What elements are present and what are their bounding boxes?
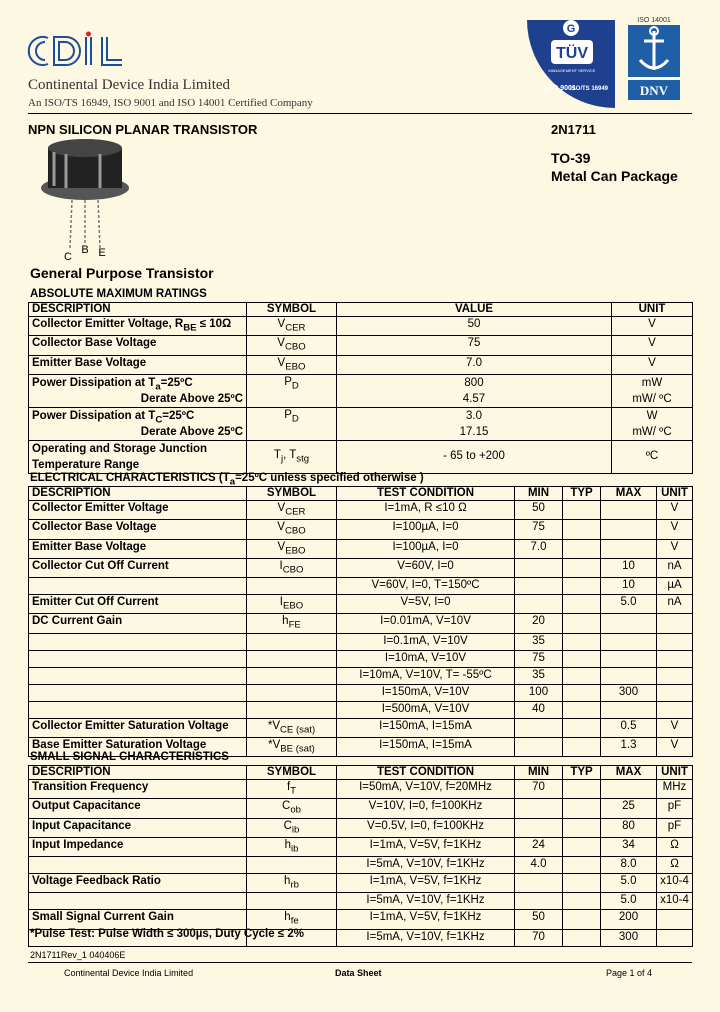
row-max: 5.0: [601, 893, 657, 910]
part-number: 2N1711: [551, 122, 596, 137]
table-row: [29, 595, 693, 614]
package-info: [551, 149, 678, 185]
col-description: DESCRIPTION: [29, 487, 247, 501]
row-value: 3.0 17.15: [337, 407, 612, 440]
col-description: DESCRIPTION: [29, 303, 247, 317]
row-desc: Power Dissipation at $T_a=25ºC$ Derate Above 25ºC: [29, 374, 247, 407]
row-typ: [563, 857, 601, 874]
row-condition: V=5V, I=0: [337, 595, 515, 614]
row-max: 300: [601, 684, 657, 701]
table-row: [29, 539, 693, 558]
row-unit: [657, 684, 693, 701]
row-symbol: [247, 684, 337, 701]
row-min: 24: [515, 837, 563, 856]
row-symbol: $V_{CBO}$: [247, 520, 337, 539]
row-unit: x10-4: [657, 874, 693, 893]
svg-text:G: G: [566, 23, 576, 35]
row-symbol: $P_D$: [247, 374, 337, 407]
row-symbol: [247, 667, 337, 684]
svg-text:ISO 9001: ISO 9001: [546, 85, 576, 92]
table-row: [29, 407, 693, 440]
pulse-test-note: *Pulse Test: Pulse Width ≤ 300µs, Duty Cycle ≤ 2%: [30, 928, 304, 940]
package-line1: TO-39: [551, 150, 591, 166]
row-typ: [563, 837, 601, 856]
row-condition: I=50mA, V=10V, f=20MHz: [337, 780, 515, 799]
row-desc: Collector Cut Off Current: [29, 558, 247, 577]
revision: 2N1711Rev_1 040406E: [30, 950, 126, 960]
row-unit: [657, 929, 693, 946]
row-max: [601, 614, 657, 633]
footer-company: Continental Device India Limited: [64, 968, 194, 978]
row-desc: [29, 701, 247, 718]
row-symbol: [247, 893, 337, 910]
row-desc: Emitter Cut Off Current: [29, 595, 247, 614]
row-unit: ºC: [612, 440, 693, 473]
row-desc: [29, 893, 247, 910]
row-max: 5.0: [601, 595, 657, 614]
row-unit: [657, 650, 693, 667]
table-row: [29, 799, 693, 818]
row-value: 50: [337, 317, 612, 336]
row-desc: Base Emitter Saturation Voltage: [29, 738, 247, 757]
row-value: 75: [337, 336, 612, 355]
row-unit: MHz: [657, 780, 693, 799]
row-max: 200: [601, 910, 657, 929]
row-desc: Collector Emitter Saturation Voltage: [29, 718, 247, 737]
row-typ: [563, 701, 601, 718]
row-symbol: $I_{EBO}$: [247, 595, 337, 614]
table-header: [29, 487, 693, 501]
svg-text:ISO/TS 16949: ISO/TS 16949: [569, 86, 609, 92]
row-symbol: $T_j$, $T_{stg}$: [247, 440, 337, 473]
row-unit: V: [612, 317, 693, 336]
row-value: 800 4.57: [337, 374, 612, 407]
row-unit: V: [657, 718, 693, 737]
col-typ: TYP: [563, 766, 601, 780]
row-desc: Collector Emitter Voltage: [29, 501, 247, 520]
row-condition: I=150mA, I=15mA: [337, 738, 515, 757]
row-typ: [563, 578, 601, 595]
table-header: [29, 766, 693, 780]
row-min: 70: [515, 780, 563, 799]
row-symbol: $V_{CER}$: [247, 501, 337, 520]
row-unit: nA: [657, 558, 693, 577]
row-min: 4.0: [515, 857, 563, 874]
cdil-logo: [22, 30, 142, 79]
table-row: [29, 837, 693, 856]
table-row: [29, 650, 693, 667]
table-row: [29, 578, 693, 595]
col-min: MIN: [515, 487, 563, 501]
table-row: [29, 780, 693, 799]
row-condition: I=5mA, V=10V, f=1KHz: [337, 929, 515, 946]
row-max: 300: [601, 929, 657, 946]
row-unit: pF: [657, 818, 693, 837]
row-symbol: $C_{ob}$: [247, 799, 337, 818]
table-row: [29, 701, 693, 718]
row-typ: [563, 780, 601, 799]
row-desc: Voltage Feedback Ratio: [29, 874, 247, 893]
row-min: [515, 818, 563, 837]
row-unit: [657, 614, 693, 633]
row-typ: [563, 667, 601, 684]
table-row: [29, 633, 693, 650]
table-row: [29, 520, 693, 539]
col-unit: UNIT: [612, 303, 693, 317]
row-symbol: $h_{fe}$: [247, 910, 337, 929]
row-value: - 65 to +200: [337, 440, 612, 473]
col-max: MAX: [601, 487, 657, 501]
row-typ: [563, 910, 601, 929]
row-min: 35: [515, 667, 563, 684]
row-desc: Small Signal Current Gain: [29, 910, 247, 929]
row-condition: I=1mA, V=5V, f=1KHz: [337, 874, 515, 893]
row-min: [515, 893, 563, 910]
small-signal-table: [28, 765, 693, 947]
table-row: [29, 501, 693, 520]
subtitle: General Purpose Transistor: [30, 265, 214, 281]
row-unit: µA: [657, 578, 693, 595]
row-min: [515, 578, 563, 595]
row-typ: [563, 718, 601, 737]
row-unit: [657, 701, 693, 718]
row-unit: mW mW/ ºC: [612, 374, 693, 407]
svg-text:TÜV: TÜV: [556, 45, 588, 62]
row-min: [515, 738, 563, 757]
row-max: [601, 701, 657, 718]
row-condition: I=100µA, I=0: [337, 539, 515, 558]
row-unit: V: [657, 520, 693, 539]
table-row: [29, 857, 693, 874]
row-max: 10: [601, 578, 657, 595]
row-min: [515, 874, 563, 893]
row-symbol: $I_{CBO}$: [247, 558, 337, 577]
doc-title: NPN SILICON PLANAR TRANSISTOR: [28, 122, 258, 137]
row-typ: [563, 520, 601, 539]
row-max: [601, 650, 657, 667]
to39-package-image: [40, 138, 130, 268]
svg-text:DNV: DNV: [639, 83, 669, 98]
row-min: [515, 799, 563, 818]
table-row: [29, 818, 693, 837]
table-row: [29, 718, 693, 737]
dnv-badge: [626, 14, 682, 115]
row-condition: I=100µA, I=0: [337, 520, 515, 539]
row-condition: I=5mA, V=10V, f=1KHz: [337, 893, 515, 910]
row-unit: V: [612, 336, 693, 355]
row-max: [601, 633, 657, 650]
row-condition: I=150mA, I=15mA: [337, 718, 515, 737]
row-desc: Emitter Base Voltage: [29, 539, 247, 558]
cert-line: An ISO/TS 16949, ISO 9001 and ISO 14001 Certified Company: [28, 97, 313, 109]
table-row: [29, 910, 693, 929]
row-unit: pF: [657, 799, 693, 818]
row-desc: Power Dissipation at $T_C=25ºC$ Derate Above 25ºC: [29, 407, 247, 440]
row-typ: [563, 929, 601, 946]
row-symbol: [247, 578, 337, 595]
row-max: 5.0: [601, 874, 657, 893]
row-desc: [29, 667, 247, 684]
row-max: [601, 501, 657, 520]
row-condition: I=10mA, V=10V: [337, 650, 515, 667]
row-typ: [563, 874, 601, 893]
svg-text:ISO 14001: ISO 14001: [637, 17, 671, 24]
row-symbol: $*V_{CE (sat)}$: [247, 718, 337, 737]
table-row: [29, 893, 693, 910]
row-max: 8.0: [601, 857, 657, 874]
row-condition: V=10V, I=0, f=100KHz: [337, 799, 515, 818]
row-min: 75: [515, 650, 563, 667]
row-desc: Input Capacitance: [29, 818, 247, 837]
row-desc: Collector Base Voltage: [29, 336, 247, 355]
row-symbol: [247, 857, 337, 874]
row-desc: DC Current Gain: [29, 614, 247, 633]
table-row: [29, 614, 693, 633]
row-symbol: [247, 650, 337, 667]
col-symbol: SYMBOL: [247, 303, 337, 317]
row-typ: [563, 633, 601, 650]
row-min: [515, 595, 563, 614]
row-unit: V: [612, 355, 693, 374]
row-condition: I=1mA, R ≤10 Ω: [337, 501, 515, 520]
row-condition: V=60V, I=0: [337, 558, 515, 577]
row-unit: [657, 667, 693, 684]
row-min: 40: [515, 701, 563, 718]
table-row: [29, 440, 693, 473]
row-min: 50: [515, 501, 563, 520]
table-row: [29, 317, 693, 336]
row-max: [601, 780, 657, 799]
footer-page: Page 1 of 4: [606, 968, 653, 978]
abs-max-table: [28, 302, 693, 474]
row-typ: [563, 684, 601, 701]
row-unit: x10-4: [657, 893, 693, 910]
row-symbol: $h_{ib}$: [247, 837, 337, 856]
row-typ: [563, 818, 601, 837]
row-min: 7.0: [515, 539, 563, 558]
row-desc: [29, 633, 247, 650]
row-symbol: $V_{CER}$: [247, 317, 337, 336]
col-symbol: SYMBOL: [247, 487, 337, 501]
row-symbol: [247, 701, 337, 718]
svg-text:MANAGEMENT SERVICE: MANAGEMENT SERVICE: [548, 68, 596, 73]
row-desc: Operating and Storage Junction Temperature Range: [29, 440, 247, 473]
row-desc: Collector Emitter Voltage, $R_{BE} \le 10\Omega$: [29, 317, 247, 336]
table-header: [29, 303, 693, 317]
footer-divider: [28, 962, 692, 963]
table-row: [29, 667, 693, 684]
row-desc: Collector Base Voltage: [29, 520, 247, 539]
row-max: 10: [601, 558, 657, 577]
row-unit: V: [657, 539, 693, 558]
col-value: VALUE: [337, 303, 612, 317]
col-description: DESCRIPTION: [29, 766, 247, 780]
row-min: [515, 718, 563, 737]
row-min: 50: [515, 910, 563, 929]
row-max: 0.5: [601, 718, 657, 737]
header-divider: [28, 113, 692, 114]
col-unit: UNIT: [657, 766, 693, 780]
row-value: 7.0: [337, 355, 612, 374]
row-desc: [29, 857, 247, 874]
row-symbol: $h_{rb}$: [247, 874, 337, 893]
col-test-condition: TEST CONDITION: [337, 766, 515, 780]
row-symbol: $f_T$: [247, 780, 337, 799]
row-condition: I=1mA, V=5V, f=1KHz: [337, 837, 515, 856]
table-row: [29, 355, 693, 374]
row-condition: V=60V, I=0, T=150ºC: [337, 578, 515, 595]
row-symbol: $V_{CBO}$: [247, 336, 337, 355]
col-typ: TYP: [563, 487, 601, 501]
row-unit: [657, 633, 693, 650]
row-max: 34: [601, 837, 657, 856]
row-typ: [563, 614, 601, 633]
row-typ: [563, 558, 601, 577]
row-typ: [563, 650, 601, 667]
table-row: [29, 336, 693, 355]
row-symbol: $*V_{BE (sat)}$: [247, 738, 337, 757]
row-condition: I=0.01mA, V=10V: [337, 614, 515, 633]
row-symbol: $h_{FE}$: [247, 614, 337, 633]
row-condition: I=0.1mA, V=10V: [337, 633, 515, 650]
row-min: [515, 558, 563, 577]
row-max: 80: [601, 818, 657, 837]
row-desc: Input Impedance: [29, 837, 247, 856]
row-symbol: $C_{ib}$: [247, 818, 337, 837]
col-symbol: SYMBOL: [247, 766, 337, 780]
row-typ: [563, 799, 601, 818]
row-desc: [29, 650, 247, 667]
col-min: MIN: [515, 766, 563, 780]
row-max: 25: [601, 799, 657, 818]
col-unit: UNIT: [657, 487, 693, 501]
package-line2: Metal Can Package: [551, 168, 678, 184]
row-min: 75: [515, 520, 563, 539]
footer-center: Data Sheet: [335, 968, 382, 978]
small-section-title: SMALL SIGNAL CHARACTERISTICS: [30, 751, 229, 763]
row-unit: Ω: [657, 837, 693, 856]
row-desc: Emitter Base Voltage: [29, 355, 247, 374]
row-condition: I=5mA, V=10V, f=1KHz: [337, 857, 515, 874]
row-unit: [657, 910, 693, 929]
row-unit: V: [657, 738, 693, 757]
row-condition: I=500mA, V=10V: [337, 701, 515, 718]
row-condition: I=1mA, V=5V, f=1KHz: [337, 910, 515, 929]
row-max: [601, 520, 657, 539]
abs-section-title: ABSOLUTE MAXIMUM RATINGS: [30, 288, 207, 300]
row-symbol: [247, 633, 337, 650]
row-min: 100: [515, 684, 563, 701]
pin-c: C: [64, 251, 72, 263]
row-max: [601, 667, 657, 684]
pin-e: E: [98, 247, 106, 259]
row-symbol: $P_D$: [247, 407, 337, 440]
company-name: Continental Device India Limited: [28, 77, 231, 93]
row-desc: Output Capacitance: [29, 799, 247, 818]
row-typ: [563, 893, 601, 910]
row-max: [601, 539, 657, 558]
pin-b: B: [81, 244, 89, 256]
row-unit: Ω: [657, 857, 693, 874]
row-typ: [563, 738, 601, 757]
row-max: 1.3: [601, 738, 657, 757]
col-max: MAX: [601, 766, 657, 780]
row-desc: [29, 578, 247, 595]
row-min: 70: [515, 929, 563, 946]
electrical-table: [28, 486, 693, 757]
row-typ: [563, 501, 601, 520]
row-unit: V: [657, 501, 693, 520]
table-row: [29, 874, 693, 893]
tuv-badge: [525, 18, 617, 115]
row-typ: [563, 595, 601, 614]
row-desc: [29, 684, 247, 701]
table-row: [29, 374, 693, 407]
elec-section-title: ELECTRICAL CHARACTERISTICS ($T_a=25ºC$ unless specified otherwise ): [30, 472, 424, 488]
row-condition: V=0.5V, I=0, f=100KHz: [337, 818, 515, 837]
row-symbol: $V_{EBO}$: [247, 539, 337, 558]
table-row: [29, 684, 693, 701]
row-desc: Transition Frequency: [29, 780, 247, 799]
row-condition: I=10mA, V=10V, T= -55ºC: [337, 667, 515, 684]
col-test-condition: TEST CONDITION: [337, 487, 515, 501]
table-row: [29, 558, 693, 577]
row-unit: nA: [657, 595, 693, 614]
row-min: 35: [515, 633, 563, 650]
row-symbol: $V_{EBO}$: [247, 355, 337, 374]
row-unit: W mW/ ºC: [612, 407, 693, 440]
row-condition: I=150mA, V=10V: [337, 684, 515, 701]
row-typ: [563, 539, 601, 558]
row-min: 20: [515, 614, 563, 633]
